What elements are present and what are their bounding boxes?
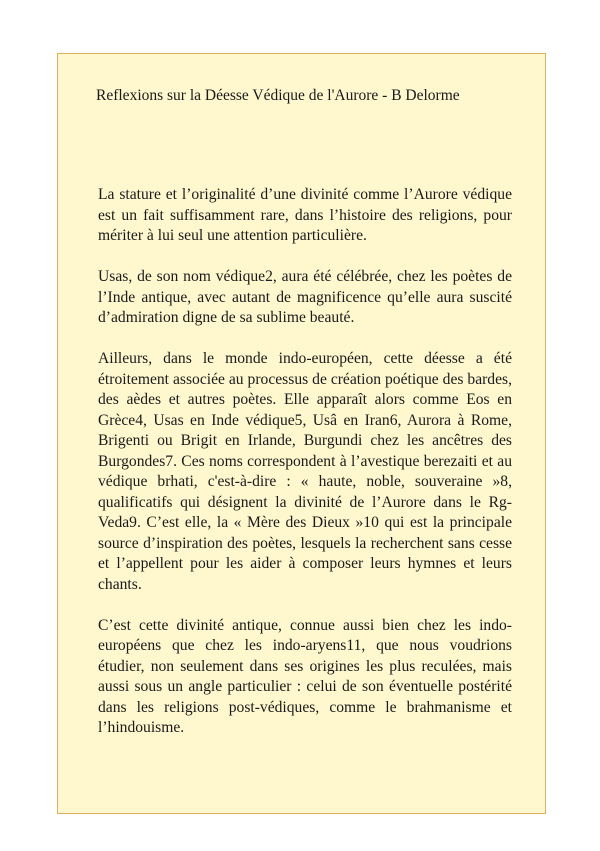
document-page <box>57 53 546 814</box>
paragraph-2: Usas, de son nom védique2, aura été célébrée, chez les poètes de l’Inde antique, avec autant de magnificence qu’elle aura suscité d’admiration digne de sa sublime beauté. <box>98 268 512 326</box>
document-body <box>98 185 512 759</box>
paragraph-1: La stature et l’originalité d’une divinité comme l’Aurore védique est un fait suffisamment rare, dans l’histoire des religions, pour mériter à lui seul une attention particulière. <box>98 186 512 244</box>
paragraph-4: C’est cette divinité antique, connue aussi bien chez les indo-européens que chez les indo-aryens11, que nous voudrions étudier, non seulement dans ses origines les plus reculées, mais aussi sous un angle particulier : celui de son éventuelle postérité dans les religions post-védiques, comme le brahmanisme et l’hindouisme. <box>98 616 512 736</box>
paragraph-3: Ailleurs, dans le monde indo-européen, cette déesse a été étroitement associée au processus de création poétique des bardes, des aèdes et autres poètes. Elle apparaît alors comme Eos en Grèce4, Usas en Inde védique5, Usâ en Iran6, Aurora à Rome, Brigenti ou Brigit en Irlande, Burgundi chez les ancêtres des Burgondes7. Ces noms correspondent à l’avestique berezaiti et au védique brhati, c'est-à-dire : « haute, noble, souveraine »8, qualificatifs qui désignent la divinité de l’Aurore dans le Rg-Veda9. C’est elle, la « Mère des Dieux »10 qui est la principale source d’inspiration des poètes, lesquels la recherchent sans cesse et l’appellent pour les aider à composer leurs hymnes et leurs chants. <box>98 350 512 593</box>
document-title: Reflexions sur la Déesse Védique de l'Aurore - B Delorme <box>96 87 460 104</box>
